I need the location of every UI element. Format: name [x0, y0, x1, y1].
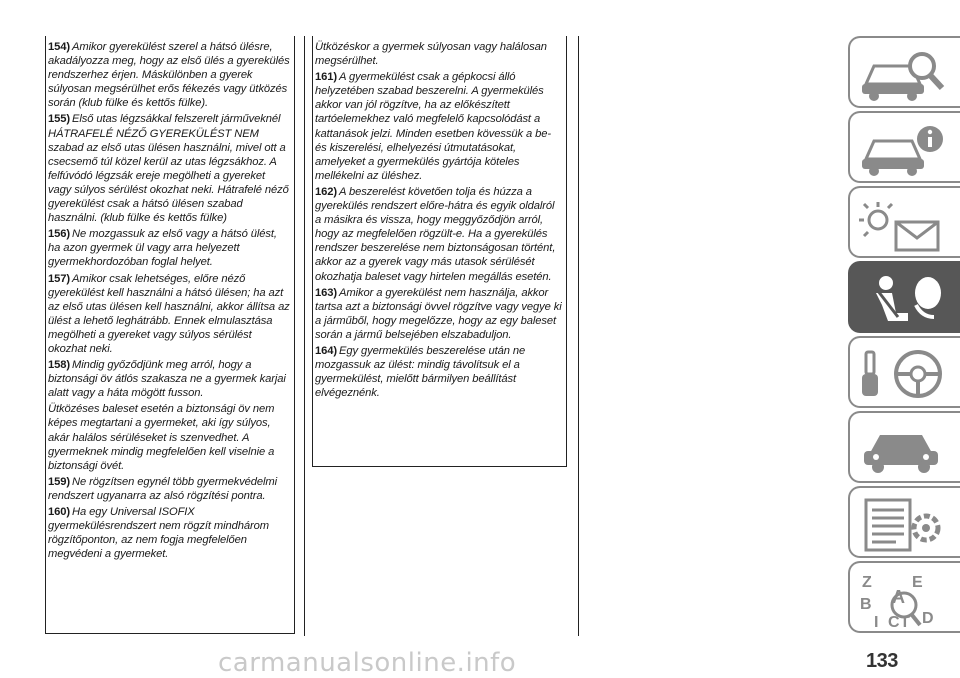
note-number: 163)	[315, 286, 337, 299]
car-service-icon	[856, 419, 952, 479]
paragraph	[48, 112, 290, 225]
note-number: 160)	[48, 506, 70, 518]
key-steering-wheel-icon	[856, 344, 952, 404]
paragraph	[48, 358, 290, 400]
note-text: Ne mozgassuk az első vagy a hátsó ülést, ha azon gyermek ül vagy arra helyezett gyermekhordozóban foglal helyet.	[48, 228, 277, 269]
note-number: 161)	[315, 71, 337, 84]
paragraph	[48, 227, 290, 269]
index-letter: E	[912, 574, 923, 591]
paragraph	[48, 475, 290, 503]
note-text: Mindig győződjünk meg arról, hogy a biztonsági öv átlós szakasza ne a gyermek karjai alatt vagy a háta mögött fusson.	[48, 359, 286, 400]
index-letter: A	[892, 587, 905, 607]
tab-car-info[interactable]	[848, 111, 960, 183]
car-info-icon	[856, 119, 952, 179]
index-letter: B	[860, 596, 872, 613]
tab-warning-lights[interactable]	[848, 186, 960, 258]
column-divider-right	[578, 36, 579, 636]
index-letter: D	[922, 610, 934, 627]
tab-index[interactable]	[848, 561, 960, 633]
paragraph	[48, 272, 290, 357]
tab-technical-data[interactable]	[848, 486, 960, 558]
note-text: A beszerelést követően tolja és húzza a gyerekülés rendszert előre-hátra és egyik oldalról a másikra és vissza, hogy meggyőződjön arról, hogy az megfelelően rögzült-e. Ha a gyerekülés rendszer beszerelése nem biztonságosan történt, akkor az a gyerek vagy más utasok sérülését okozhatja baleset vagy hirtelen megállás esetén.	[315, 185, 556, 283]
note-number: 155)	[48, 113, 70, 126]
paragraph	[315, 40, 562, 68]
note-text: Amikor gyerekülést szerel a hátsó ülésre, akadályozza meg, hogy az első ülés a gyerekülés rendszerhez érjen. Máskülönben a gyerek súlyosan megsérülhet erős fékezés vagy ütközés során (klub fülke és kettős fülke).	[48, 41, 290, 110]
note-text: A gyermekülést csak a gépkocsi álló helyzetében szabad beszerelni. A gyermekülés akkor van jól rögzítve, ha az előkészített tartóelemekhez való megfelelő kapcsolódást a kattanások jelzi. Minden esetben kövessük a be- és kiszerelési, elhelyezési útmutatásokat, amelyeket a gyermekülés gyártója köteles mellékelni az üléshez.	[315, 71, 551, 182]
note-number: 162)	[315, 185, 337, 198]
note-text: Ütközéses baleset esetén a biztonsági öv nem képes megtartani a gyermeket, aki így súlyos, akár halálos sérüléseket is szenvedhet. A gyermeknek mindig megfelelően kell viselnie a biztonsági övét.	[48, 403, 275, 472]
note-text: Egy gyermekülés beszerelése után ne mozgassuk az ülést: mindig távolítsuk el a gyermekülést, mielőtt bármilyen beállítást elvégeznénk.	[315, 344, 526, 400]
warning-lights-message-icon	[856, 194, 952, 254]
note-number: 157)	[48, 272, 70, 285]
column-divider	[304, 36, 305, 636]
paragraph	[48, 505, 290, 561]
right-column-text	[313, 36, 566, 400]
note-number: 159)	[48, 475, 70, 488]
note-text: Amikor a gyerekülést nem használja, akkor tartsa azt a biztonsági övvel rögzítve vagy vegye ki a járműből, hogy megelőzze, hogy az egy baleset során a jármű belsejében elszabaduljon.	[315, 286, 562, 341]
left-text-column	[45, 36, 295, 634]
paragraph	[315, 286, 562, 342]
paragraph	[48, 40, 290, 110]
index-letter: C	[888, 614, 900, 629]
tab-starting-driving[interactable]	[848, 336, 960, 408]
seatbelt-airbag-icon	[856, 269, 952, 329]
paragraph	[315, 185, 562, 284]
note-number: 158)	[48, 359, 70, 372]
note-number: 154)	[48, 41, 70, 53]
paragraph	[315, 70, 562, 183]
note-text: Ha egy Universal ISOFIX gyermekülésrendszert nem rögzít mindhárom rögzítőponton, az nem fogja megfelelően megvédeni a gyermeket.	[48, 506, 269, 561]
paragraph	[48, 402, 290, 472]
car-search-icon	[856, 44, 952, 104]
index-letter: I	[874, 614, 879, 629]
index-letter: Z	[862, 574, 872, 591]
page-number: 133	[866, 650, 898, 672]
note-number: 156)	[48, 228, 70, 241]
tab-safety[interactable]	[848, 261, 960, 333]
note-text: Amikor csak lehetséges, előre néző gyerekülést kell használni a hátsó ülésen; ha azt az első utas ülésen kell használni, akkor állítsa az ülést a lehető leghátrább. Ennek elmulasztása megölheti a gyereket vagy súlyos sérülést okozhat neki.	[48, 272, 290, 355]
note-text: Első utas légzsákkal felszerelt járműveknél HÁTRAFELÉ NÉZŐ GYEREKÜLÉST NEM szabad az első utas ülésen használni, mivel ott a csecsemő túl közel kerül az utas légzsákhoz. A felfúvódó légzsák ereje megölheti a gyereket vagy súlyos sérülést okozhat neki. Hátrafelé néző gyerekülést csak a hátsó ülésen szabad használni. (klub fülke és kettős fülke)	[48, 113, 289, 225]
index-letter: T	[900, 614, 910, 629]
watermark-text: carmanualsonline.info	[218, 648, 517, 678]
note-number: 164)	[315, 344, 337, 357]
tab-servicing[interactable]	[848, 411, 960, 483]
tab-car-search[interactable]	[848, 36, 960, 108]
technical-data-list-icon	[856, 494, 952, 554]
right-text-column	[312, 36, 567, 467]
note-text: Ne rögzítsen egynél több gyermekvédelmi rendszert ugyanarra az alsó rögzítési pontra.	[48, 475, 278, 502]
paragraph	[315, 344, 562, 400]
note-text: Ütközéskor a gyermek súlyosan vagy halálosan megsérülhet.	[315, 41, 547, 68]
left-column-text	[46, 36, 294, 561]
alphabetical-index-icon	[856, 569, 952, 629]
